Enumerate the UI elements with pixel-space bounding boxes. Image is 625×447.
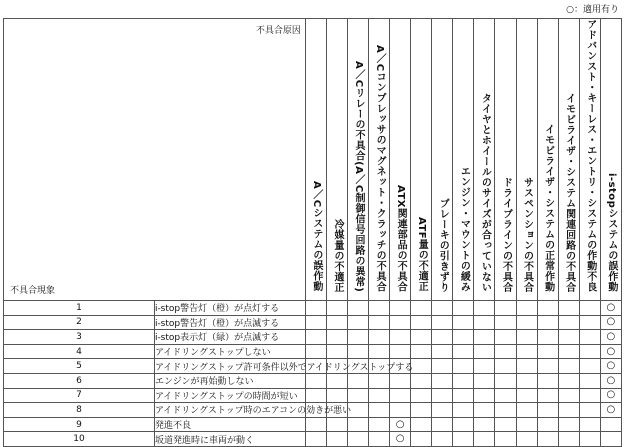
cause-symptom-matrix: [3, 18, 622, 447]
row-number: 1: [4, 301, 155, 316]
cause-column-header: [516, 19, 537, 301]
matrix-cell: [453, 330, 474, 345]
matrix-cell: [495, 315, 516, 330]
matrix-cell: [326, 344, 347, 359]
matrix-cell: [432, 359, 453, 374]
matrix-cell: [579, 359, 600, 374]
matrix-cell: [579, 403, 600, 418]
matrix-cell: [305, 301, 326, 316]
applicable-mark: ○: [390, 432, 411, 447]
cause-column-header: [411, 19, 432, 301]
matrix-cell: [432, 388, 453, 403]
cause-column-label: A／Cリレーの不具合(A／C制御信号回路の異常): [353, 60, 365, 292]
row-number: 4: [4, 344, 155, 359]
matrix-cell: [474, 330, 495, 345]
matrix-cell: [558, 417, 579, 432]
matrix-cell: [348, 315, 369, 330]
matrix-cell: [326, 330, 347, 345]
matrix-cell: [348, 301, 369, 316]
cause-column-header: [474, 19, 495, 301]
matrix-cell: [411, 432, 432, 447]
matrix-cell: [579, 301, 600, 316]
matrix-cell: [305, 373, 326, 388]
matrix-cell: [474, 432, 495, 447]
symptom-description: 発進不良: [154, 417, 305, 432]
cause-column-label: ATF量の不適正: [416, 217, 428, 292]
symptom-description: エンジンが再始動しない: [154, 373, 305, 388]
matrix-cell: [390, 330, 411, 345]
cause-column-header: [369, 19, 390, 301]
matrix-cell: [474, 417, 495, 432]
matrix-cell: [432, 315, 453, 330]
matrix-cell: [579, 373, 600, 388]
matrix-cell: [369, 315, 390, 330]
matrix-cell: [326, 417, 347, 432]
matrix-cell: [516, 417, 537, 432]
symptom-description: i-stop表示灯（緑）が点滅する: [154, 330, 305, 345]
cause-column-label: ドライブラインの不具合: [500, 176, 512, 292]
header-row: [4, 19, 622, 301]
cause-column-label: ATX関連部品の不具合: [395, 185, 407, 292]
matrix-cell: [453, 315, 474, 330]
matrix-cell: [326, 315, 347, 330]
matrix-cell: [495, 344, 516, 359]
cause-label: 不具合原因: [255, 26, 301, 36]
cause-column-header: [348, 19, 369, 301]
matrix-cell: [558, 301, 579, 316]
cause-column-label: A／Cコンプレッサのマグネット・クラッチの不具合: [374, 44, 386, 292]
cause-column-label: 冷媒量の不適正: [331, 218, 343, 292]
matrix-cell: [558, 315, 579, 330]
matrix-cell: [432, 417, 453, 432]
matrix-cell: [453, 432, 474, 447]
cause-column-label: アドバンスト・キーレス・エントリ・システムの作動不良: [584, 19, 596, 292]
matrix-cell: [537, 359, 558, 374]
matrix-cell: [516, 344, 537, 359]
matrix-cell: [305, 315, 326, 330]
matrix-body: [4, 301, 622, 447]
matrix-cell: [453, 359, 474, 374]
matrix-cell: [558, 403, 579, 418]
matrix-cell: [537, 403, 558, 418]
cause-column-label: イモビライザ・システムの正常作動: [542, 124, 554, 292]
table-row: [4, 432, 622, 447]
matrix-cell: [516, 403, 537, 418]
symptom-label: 不具合現象: [10, 286, 56, 296]
row-number: 7: [4, 388, 155, 403]
cause-column-header: [453, 19, 474, 301]
matrix-cell: [411, 403, 432, 418]
row-number: 9: [4, 417, 155, 432]
matrix-cell: [474, 359, 495, 374]
matrix-cell: [516, 359, 537, 374]
symptom-description: アイドリングストップの時間が短い: [154, 388, 305, 403]
matrix-cell: [516, 388, 537, 403]
row-number: 10: [4, 432, 155, 447]
matrix-cell: [369, 344, 390, 359]
matrix-cell: [453, 344, 474, 359]
matrix-cell: [432, 344, 453, 359]
row-number: 5: [4, 359, 155, 374]
matrix-cell: [495, 330, 516, 345]
cause-column-header: [558, 19, 579, 301]
cause-column-header: [495, 19, 516, 301]
cause-column-label: i-stopシステムの誤作動: [605, 172, 617, 292]
cause-column-header: [537, 19, 558, 301]
matrix-cell: [516, 301, 537, 316]
matrix-cell: [474, 388, 495, 403]
matrix-cell: [579, 330, 600, 345]
matrix-cell: [305, 417, 326, 432]
table-row: [4, 330, 622, 345]
matrix-cell: [369, 432, 390, 447]
matrix-cell: [453, 417, 474, 432]
symptom-description: アイドリングストップ時のエアコンの効きが悪い: [154, 403, 305, 418]
cause-column-label: ブレーキの引きずり: [437, 197, 449, 292]
table-row: [4, 344, 622, 359]
row-number: 6: [4, 373, 155, 388]
matrix-cell: [495, 403, 516, 418]
matrix-cell: [537, 373, 558, 388]
matrix-cell: [411, 301, 432, 316]
matrix-cell: [579, 432, 600, 447]
matrix-cell: [369, 417, 390, 432]
matrix-cell: [305, 330, 326, 345]
cause-column-label: サスペンションの不具合: [521, 176, 533, 292]
matrix-cell: [348, 330, 369, 345]
table-row: [4, 301, 622, 316]
matrix-cell: [432, 373, 453, 388]
matrix-cell: [432, 403, 453, 418]
matrix-cell: [348, 388, 369, 403]
cause-column-header: [390, 19, 411, 301]
cause-column-label: エンジン・マウントの緩み: [458, 166, 470, 292]
symptom-description: i-stop警告灯（橙）が点滅する: [154, 315, 305, 330]
matrix-cell: [411, 330, 432, 345]
table-row: [4, 403, 622, 418]
table-row: [4, 373, 622, 388]
symptom-description: アイドリングストップしない: [154, 344, 305, 359]
matrix-cell: [558, 373, 579, 388]
matrix-cell: [558, 359, 579, 374]
matrix-cell: [411, 359, 432, 374]
legend: ○：適用有り: [566, 5, 619, 15]
matrix-cell: [432, 301, 453, 316]
table-row: [4, 359, 622, 374]
matrix-cell: [516, 432, 537, 447]
matrix-cell: [516, 330, 537, 345]
matrix-cell: [390, 344, 411, 359]
cause-column-header: [579, 19, 600, 301]
symptom-description: 坂道発進時に車両が動く: [154, 432, 305, 447]
matrix-cell: [411, 388, 432, 403]
matrix-cell: [495, 301, 516, 316]
matrix-cell: [390, 373, 411, 388]
matrix-cell: [326, 373, 347, 388]
row-number: 8: [4, 403, 155, 418]
cause-column-header: [326, 19, 347, 301]
matrix-cell: [474, 344, 495, 359]
matrix-cell: [579, 315, 600, 330]
matrix-cell: [411, 315, 432, 330]
table-row: [4, 388, 622, 403]
matrix-cell: [411, 344, 432, 359]
matrix-cell: [348, 432, 369, 447]
matrix-cell: [348, 417, 369, 432]
matrix-cell: [369, 388, 390, 403]
table-row: [4, 315, 622, 330]
matrix-cell: [390, 388, 411, 403]
applicable-mark: ○: [600, 388, 621, 403]
cause-column-header: [305, 19, 326, 301]
applicable-mark: ○: [600, 330, 621, 345]
matrix-cell: [600, 417, 621, 432]
matrix-cell: [326, 388, 347, 403]
matrix-cell: [369, 373, 390, 388]
corner-cell: [4, 19, 306, 301]
cause-column-label: イモビライザ・システム関連回路の不具合: [563, 92, 575, 292]
matrix-cell: [537, 315, 558, 330]
matrix-cell: [432, 330, 453, 345]
symptom-description: i-stop警告灯（橙）が点灯する: [154, 301, 305, 316]
matrix-cell: [495, 388, 516, 403]
matrix-cell: [305, 344, 326, 359]
matrix-cell: [453, 388, 474, 403]
matrix-cell: [474, 373, 495, 388]
matrix-cell: [579, 417, 600, 432]
matrix-cell: [600, 432, 621, 447]
matrix-cell: [474, 403, 495, 418]
matrix-cell: [495, 359, 516, 374]
matrix-cell: [579, 388, 600, 403]
matrix-cell: [537, 388, 558, 403]
matrix-cell: [432, 432, 453, 447]
matrix-cell: [537, 417, 558, 432]
matrix-cell: [558, 344, 579, 359]
cause-column-label: タイヤとホイールのサイズが合っていない: [479, 92, 491, 292]
matrix-cell: [516, 373, 537, 388]
matrix-cell: [369, 301, 390, 316]
matrix-cell: [390, 315, 411, 330]
matrix-cell: [579, 344, 600, 359]
matrix-cell: [516, 315, 537, 330]
matrix-cell: [537, 344, 558, 359]
matrix-cell: [495, 373, 516, 388]
matrix-cell: [495, 417, 516, 432]
matrix-cell: [411, 417, 432, 432]
matrix-cell: [348, 344, 369, 359]
applicable-mark: ○: [390, 417, 411, 432]
matrix-cell: [495, 432, 516, 447]
matrix-cell: [326, 432, 347, 447]
cause-column-label: A／Cシステムの誤作動: [310, 181, 322, 292]
cause-column-header: [432, 19, 453, 301]
applicable-mark: ○: [600, 315, 621, 330]
applicable-mark: ○: [600, 373, 621, 388]
matrix-cell: [474, 315, 495, 330]
matrix-cell: [390, 403, 411, 418]
symptom-description: アイドリングストップ許可条件以外でアイドリングストップする: [154, 359, 305, 374]
matrix-cell: [558, 388, 579, 403]
row-number: 3: [4, 330, 155, 345]
matrix-cell: [537, 301, 558, 316]
matrix-cell: [326, 301, 347, 316]
applicable-mark: ○: [600, 344, 621, 359]
matrix-cell: [537, 330, 558, 345]
matrix-cell: [369, 330, 390, 345]
applicable-mark: ○: [600, 403, 621, 418]
matrix-cell: [411, 373, 432, 388]
cause-column-header: [600, 19, 621, 301]
matrix-cell: [474, 301, 495, 316]
matrix-cell: [537, 432, 558, 447]
matrix-cell: [390, 301, 411, 316]
matrix-cell: [558, 330, 579, 345]
matrix-cell: [348, 373, 369, 388]
matrix-cell: [453, 301, 474, 316]
matrix-cell: [305, 388, 326, 403]
matrix-cell: [558, 432, 579, 447]
applicable-mark: ○: [600, 359, 621, 374]
row-number: 2: [4, 315, 155, 330]
matrix-cell: [453, 373, 474, 388]
matrix-cell: [369, 403, 390, 418]
matrix-cell: [305, 432, 326, 447]
table-row: [4, 417, 622, 432]
applicable-mark: ○: [600, 301, 621, 316]
matrix-cell: [453, 403, 474, 418]
